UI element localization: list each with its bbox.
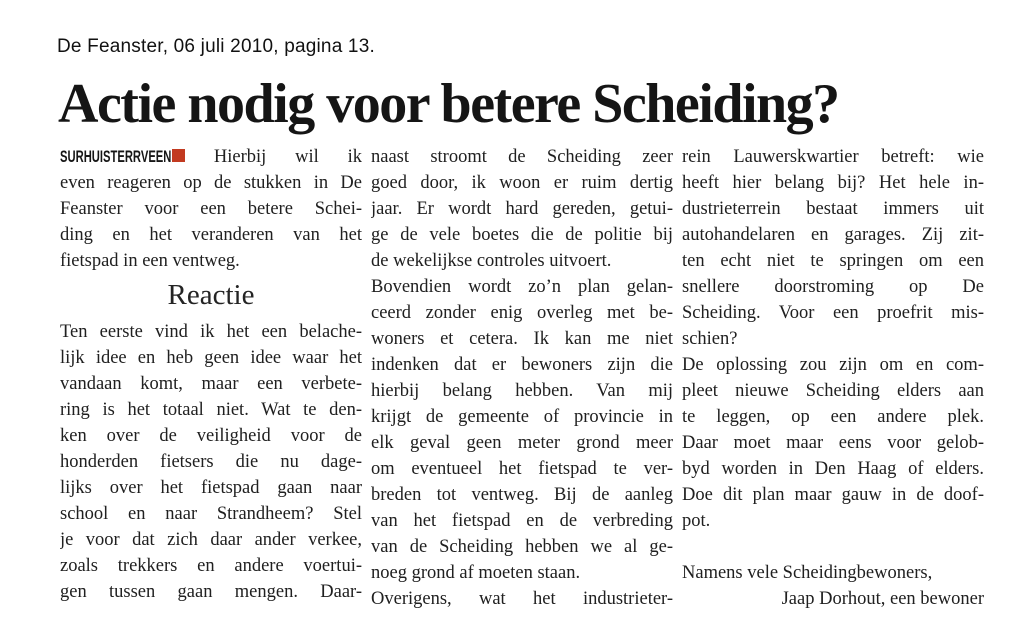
text-line: noeg grond af moeten staan. — [371, 563, 581, 583]
text-line: rein Lauwerskwartier betreft: wie — [682, 147, 984, 167]
signature-block — [682, 560, 984, 612]
text-line: elk geval geen meter grond meer — [371, 433, 673, 453]
text-line: zoals trekkers en andere voertui- — [60, 556, 362, 576]
paragraph — [371, 586, 673, 612]
text-line: Overigens, wat het industrieter- — [371, 589, 673, 609]
text-line: Bovendien wordt zo’n plan gelan- — [371, 277, 673, 297]
text-line: gen tussen gaan mengen. Daar- — [60, 582, 362, 602]
text-line: goed door, ik woon er ruim dertig — [371, 173, 673, 193]
text-line: Namens vele Scheidingbewoners, — [682, 563, 933, 583]
text-line: Scheiding. Voor een proefrit mis- — [682, 303, 984, 323]
text-line: de wekelijkse controles uitvoert. — [371, 251, 612, 271]
paragraph — [60, 319, 362, 605]
text-line: Jaap Dorhout, een bewoner — [781, 589, 984, 609]
text-line: krijgt de gemeente of provincie in — [371, 407, 673, 427]
text-line: vandaan komt, maar een verbete- — [60, 374, 362, 394]
text-line: schien? — [682, 329, 738, 349]
text-line: woners et cetera. Ik kan me niet — [371, 329, 673, 349]
text-line: Ten eerste vind ik het een belache- — [60, 322, 362, 342]
text-line: Feanster voor een betere Schei- — [60, 199, 362, 219]
article-column-1 — [60, 144, 362, 612]
text-line: dustrieterrein bestaat immers uit — [682, 199, 984, 219]
text-line: ding en het veranderen van het — [60, 225, 362, 245]
text-line: te leggen, op een andere plek. — [682, 407, 984, 427]
text-line: byd worden in Den Haag of elders. — [682, 459, 984, 479]
dateline — [60, 144, 172, 170]
text-line: ten echt niet te springen om een — [682, 251, 984, 271]
text-line: heeft hier belang bij? Het hele in- — [682, 173, 984, 193]
text-line: fietspad in een ventweg. — [60, 251, 240, 271]
paragraph — [371, 274, 673, 586]
text-line: autohandelaren en garages. Zij zit- — [682, 225, 984, 245]
text-line: even reageren op de stukken in De — [60, 173, 362, 193]
text-line: lijks over het fietspad gaan naar — [60, 478, 362, 498]
article-headline: Actie nodig voor betere Scheiding? — [58, 73, 839, 135]
text-line: SURHUISTERRVEEN Hierbij wil ik — [60, 144, 362, 170]
text-line: naast stroomt de Scheiding zeer — [371, 147, 673, 167]
text-line: De oplossing zou zijn om en com- — [682, 355, 984, 375]
text-line: pot. — [682, 511, 711, 531]
text-line: pleet nieuwe Scheiding elders aan — [682, 381, 984, 401]
paragraph — [682, 352, 984, 534]
text-line: je voor dat zich daar ander verkee, — [60, 530, 362, 550]
text-line: ge de vele boetes die de politie bij — [371, 225, 673, 245]
text-line: hierbij belang hebben. Van mij — [371, 381, 673, 401]
text-line: Doe dit plan maar gauw in de doof- — [682, 485, 984, 505]
text-line: snellere doorstroming op De — [682, 277, 984, 297]
text-line: van het fietspad en de verbreding — [371, 511, 673, 531]
text-line: lijk idee en heb geen idee waar het — [60, 348, 362, 368]
text-line: breden tot ventweg. Bij de aanleg — [371, 485, 673, 505]
text-line: ken over de veiligheid voor de — [60, 426, 362, 446]
article-columns — [60, 144, 984, 612]
section-heading: Reactie — [167, 279, 255, 311]
article-column-2 — [371, 144, 673, 612]
dateline-text: SURHUISTERRVEEN — [60, 147, 172, 166]
text-line: ceerd zonder enig overleg met be- — [371, 303, 673, 323]
text-line: jaar. Er wordt hard gereden, getui- — [371, 199, 673, 219]
text-line: indenken dat er bewoners zijn die — [371, 355, 673, 375]
text-line: Daar moet maar eens voor gelob- — [682, 433, 984, 453]
paragraph — [60, 144, 362, 274]
red-square-marker-icon — [172, 149, 185, 162]
text-line: school en naar Strandheem? Stel — [60, 504, 362, 524]
paragraph — [682, 144, 984, 352]
paragraph — [371, 144, 673, 274]
text-line: van de Scheiding hebben we al ge- — [371, 537, 673, 557]
article-column-3 — [682, 144, 984, 612]
text-line: honderden fietsers die nu dage- — [60, 452, 362, 472]
text-line: ring is het totaal niet. Wat te den- — [60, 400, 362, 420]
source-meta-line: De Feanster, 06 juli 2010, pagina 13. — [57, 36, 375, 57]
text-line: om eventueel het fietspad te ver- — [371, 459, 673, 479]
